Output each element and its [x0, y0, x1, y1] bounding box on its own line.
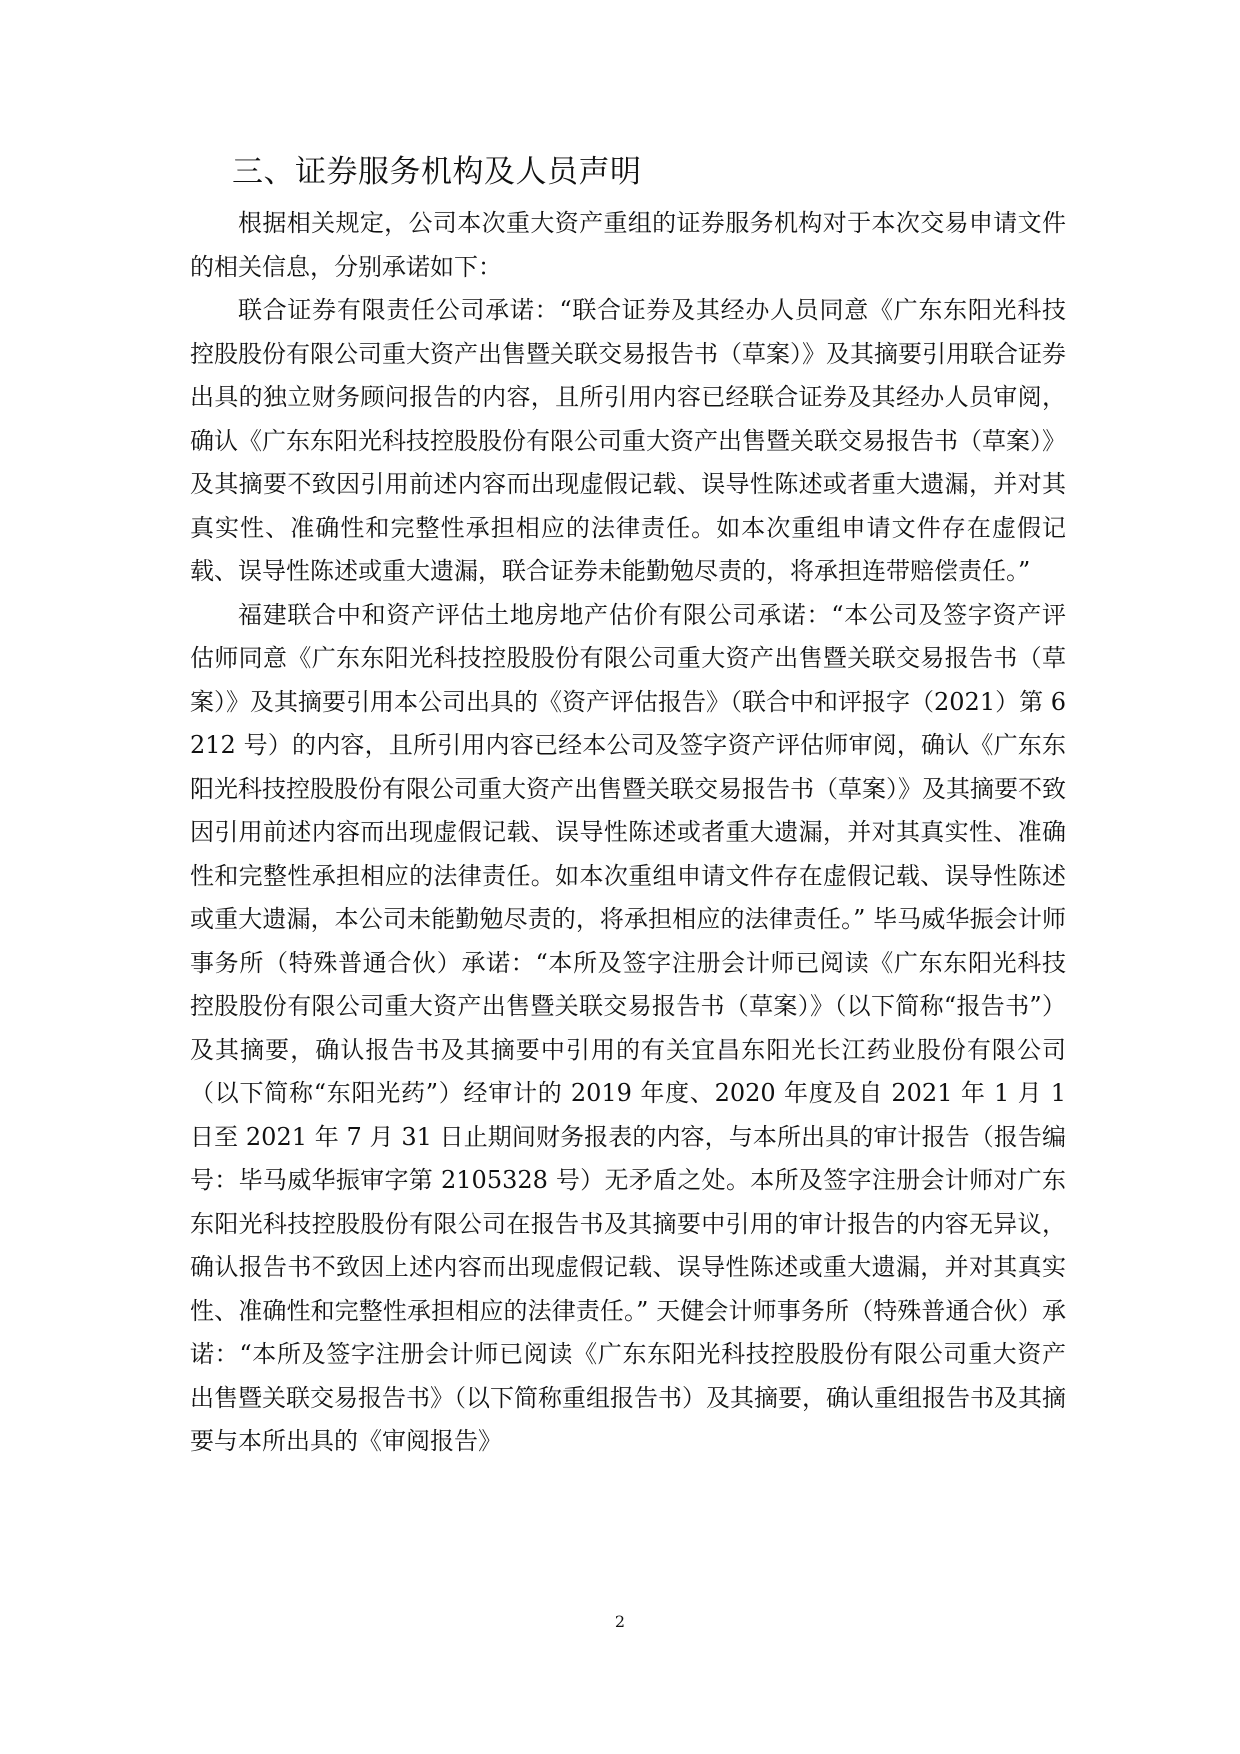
paragraph-appraisal-and-auditors: 福建联合中和资产评估土地房地产估价有限公司承诺：“本公司及签字资产评估师同意《广东东阳光科技控股股份有限公司重大资产出售暨关联交易报告书（草案）》及其摘要引用本公司出具的《资产评估报告》（联合中和评报字（2021）第 6212 号）的内容，且所引用内容已经本公司及签字资产评估师审阅，确认《广东东阳光科技控股股份有限公司重大资产出售暨关联交易报告书（草案）》及其摘要不致因引用前述内容而出现虚假记载、误导性陈述或者重大遗漏，并对其真实性、准确性和完整性承担相应的法律责任。如本次重组申请文件存在虚假记载、误导性陈述或重大遗漏，本公司未能勤勉尽责的，将承担相应的法律责任。” 毕马威华振会计师事务所（特殊普通合伙）承诺：“本所及签字注册会计师已阅读《广东东阳光科技控股股份有限公司重大资产出售暨关联交易报告书（草案）》（以下简称“报告书”）及其摘要，确认报告书及其摘要中引用的有关宜昌东阳光长江药业股份有限公司（以下简称“东阳光药”）经审计的 2019 年度、2020 年度及自 2021 年 1 月 1 日至 2021 年 7 月 31 日止期间财务报表的内容，与本所出具的审计报告（报告编号：毕马威华振审字第 2105328 号）无矛盾之处。本所及签字注册会计师对广东东阳光科技控股股份有限公司在报告书及其摘要中引用的审计报告的内容无异议，确认报告书不致因上述内容而出现虚假记载、误导性陈述或重大遗漏，并对其真实性、准确性和完整性承担相应的法律责任。” 天健会计师事务所（特殊普通合伙）承诺：“本所及签字注册会计师已阅读《广东东阳光科技控股股份有限公司重大资产出售暨关联交易报告书》（以下简称重组报告书）及其摘要，确认重组报告书及其摘要与本所出具的《审阅报告》: [190, 600, 1066, 1455]
body-text: [190, 202, 1066, 1464]
section-heading: 三、证券服务机构及人员声明: [232, 154, 642, 190]
paragraph-lianhe-securities: 联合证券有限责任公司承诺：“联合证券及其经办人员同意《广东东阳光科技控股股份有限公司重大资产出售暨关联交易报告书（草案）》及其摘要引用联合证券出具的独立财务顾问报告的内容，且所引用内容已经联合证券及其经办人员审阅，确认《广东东阳光科技控股股份有限公司重大资产出售暨关联交易报告书（草案）》及其摘要不致因引用前述内容而出现虚假记载、误导性陈述或者重大遗漏，并对其真实性、准确性和完整性承担相应的法律责任。如本次重组申请文件存在虚假记载、误导性陈述或重大遗漏，联合证券未能勤勉尽责的，将承担连带赔偿责任。”: [190, 296, 1066, 585]
page-number: 2: [614, 1612, 626, 1631]
paragraph-intro: 根据相关规定，公司本次重大资产重组的证券服务机构对于本次交易申请文件的相关信息，分别承诺如下：: [190, 209, 1066, 281]
